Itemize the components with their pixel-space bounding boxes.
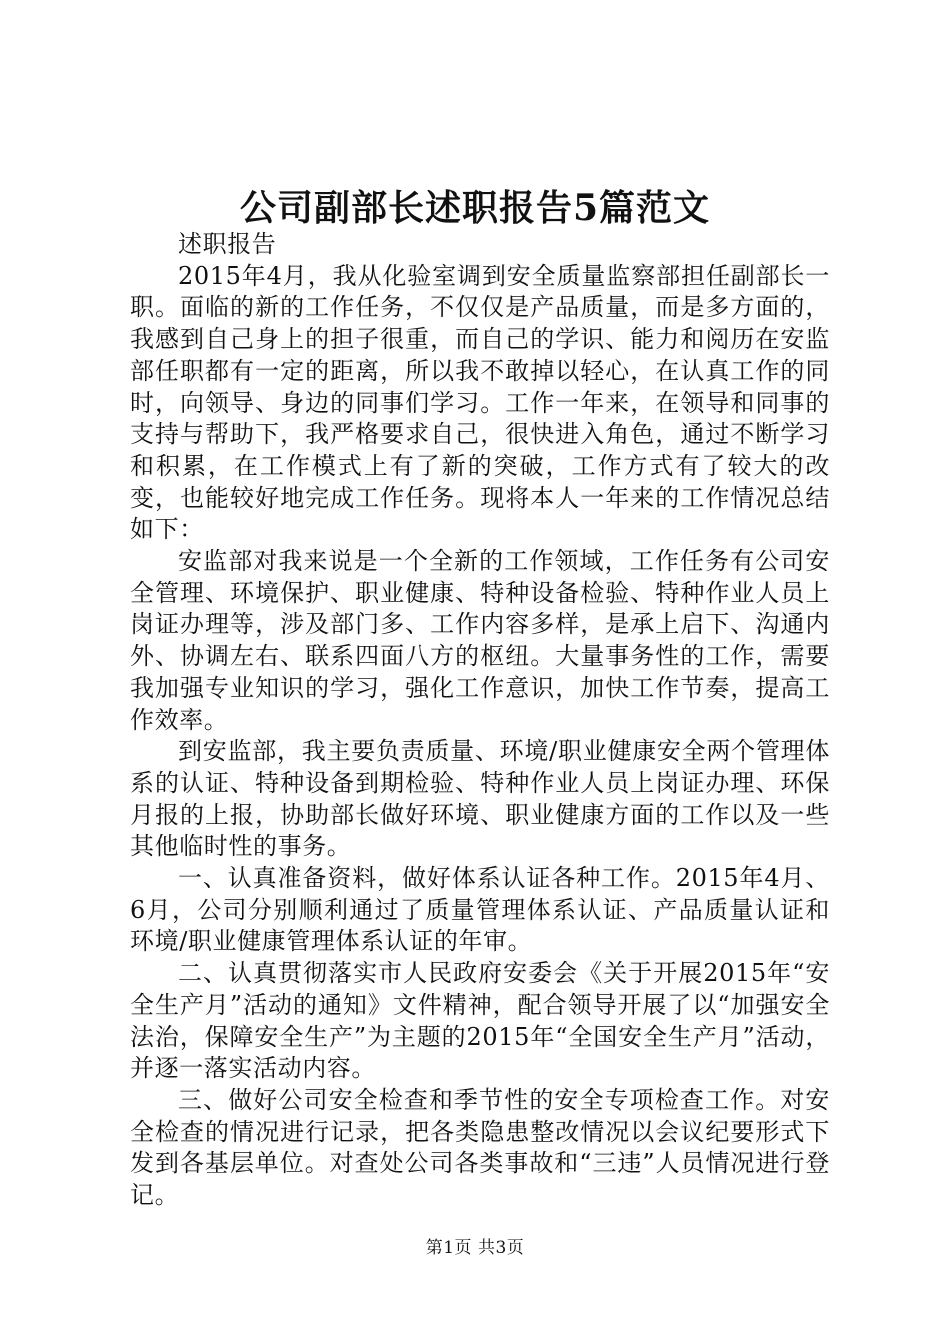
paragraph-intro: 2015年4月，我从化验室调到安全质量监察部担任副部长一职。面临的新的工作任务，不仅仅是产品质量，而是多方面的，我感到自己身上的担子很重，而自己的学识、能力和阅历在安监部任职都有一定的距离，所以我不敢掉以轻心，在认真工作的同时，向领导、身边的同事们学习。工作一年来，在领导和同事的支持与帮助下，我严格要求自己，很快进入角色，通过不断学习和积累，在工作模式上有了新的突破，工作方式有了较大的改变，也能较好地完成工作任务。现将本人一年来的工作情况总结如下： (130, 261, 830, 544)
paragraph-item-1: 一、认真准备资料，做好体系认证各种工作。2015年4月、6月，公司分别顺利通过了质量管理体系认证、产品质量认证和环境/职业健康管理体系认证的年审。 (130, 864, 830, 956)
paragraph-responsibilities: 到安监部，我主要负责质量、环境/职业健康安全两个管理体系的认证、特种设备到期检验、特种作业人员上岗证办理、环保月报的上报，协助部长做好环境、职业健康方面的工作以及一些其他临时性的事务。 (130, 737, 830, 861)
paragraph-item-2: 二、认真贯彻落实市人民政府安委会《关于开展2015年“安全生产月”活动的通知》文件精神，配合领导开展了以“加强安全法治，保障安全生产”为主题的2015年“全国安全生产月”活动，并逐一落实活动内容。 (130, 959, 830, 1083)
paragraph-item-3: 三、做好公司安全检查和季节性的安全专项检查工作。对安全检查的情况进行记录，把各类隐患整改情况以会议纪要形式下发到各基层单位。对查处公司各类事故和“三违”人员情况进行登记。 (130, 1085, 830, 1210)
document-title: 公司副部长述职报告5篇范文 (239, 187, 711, 229)
document-body (130, 229, 830, 1212)
section-subheading: 述职报告 (178, 230, 277, 258)
page-number-footer: 第1页 共3页 (425, 1238, 525, 1258)
paragraph-duties-overview: 安监部对我来说是一个全新的工作领域，工作任务有公司安全管理、环境保护、职业健康、特种设备检验、特种作业人员上岗证办理等，涉及部门多、工作内容多样，是承上启下、沟通内外、协调左右、联系四面八方的枢纽。大量事务性的工作，需要我加强专业知识的学习，强化工作意识，加快工作节奏，提高工作效率。 (130, 547, 830, 734)
